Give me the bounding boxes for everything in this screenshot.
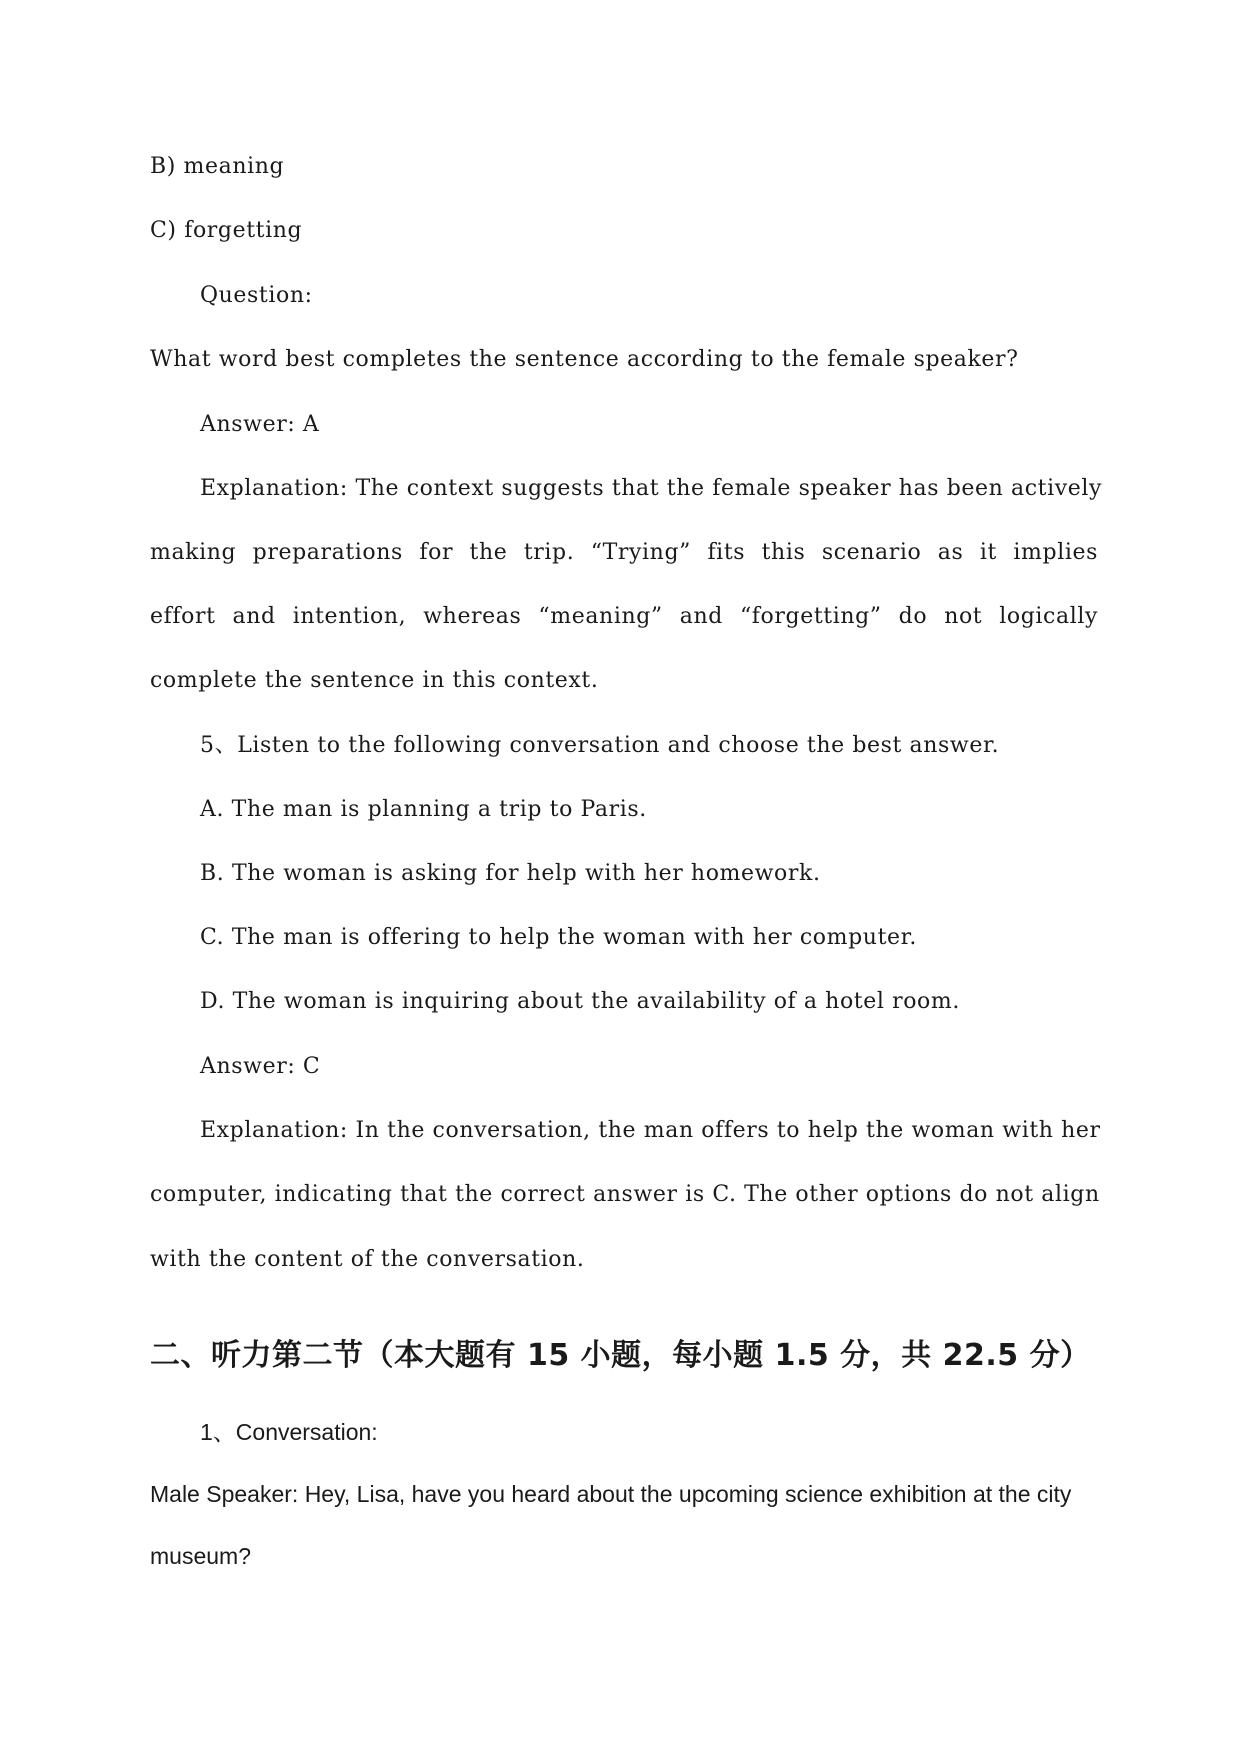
- question-5-answer: Answer: C: [200, 1054, 321, 1079]
- option-b: B) meaning: [150, 154, 285, 179]
- conversation-line-1: Male Speaker: Hey, Lisa, have you heard about the upcoming science exhibition at the city: [150, 1481, 1072, 1507]
- conversation-label: 1、Conversation:: [200, 1419, 378, 1445]
- section-heading: 二、听力第二节（本大题有 15 小题，每小题 1.5 分，共 22.5 分）: [150, 1338, 1091, 1373]
- question-5-option-c: C. The man is offering to help the woman with her computer.: [200, 925, 917, 950]
- explanation-line-4: complete the sentence in this context.: [150, 668, 599, 693]
- answer-label: Answer: A: [200, 412, 320, 437]
- question-5-explanation-line-2: computer, indicating that the correct answer is C. The other options do not align: [150, 1182, 1100, 1207]
- question-5-option-b: B. The woman is asking for help with her homework.: [200, 861, 821, 886]
- option-c: C) forgetting: [150, 218, 303, 243]
- question-5-prompt: 5、Listen to the following conversation and choose the best answer.: [200, 733, 1000, 758]
- question-text: What word best completes the sentence according to the female speaker?: [150, 347, 1019, 372]
- question-5-option-d: D. The woman is inquiring about the availability of a hotel room.: [200, 989, 960, 1014]
- explanation-line-1: Explanation: The context suggests that the female speaker has been actively: [200, 476, 1103, 501]
- explanation-line-3: effort and intention, whereas “meaning” and “forgetting” do not logically: [150, 604, 1098, 629]
- explanation-line-2: making preparations for the trip. “Trying” fits this scenario as it implies: [150, 540, 1098, 565]
- conversation-line-2: museum?: [150, 1543, 251, 1569]
- question-5-explanation-line-1: Explanation: In the conversation, the man offers to help the woman with her: [200, 1118, 1101, 1143]
- question-5-explanation-line-3: with the content of the conversation.: [150, 1247, 585, 1272]
- question-label: Question:: [200, 283, 313, 308]
- question-5-option-a: A. The man is planning a trip to Paris.: [200, 797, 647, 822]
